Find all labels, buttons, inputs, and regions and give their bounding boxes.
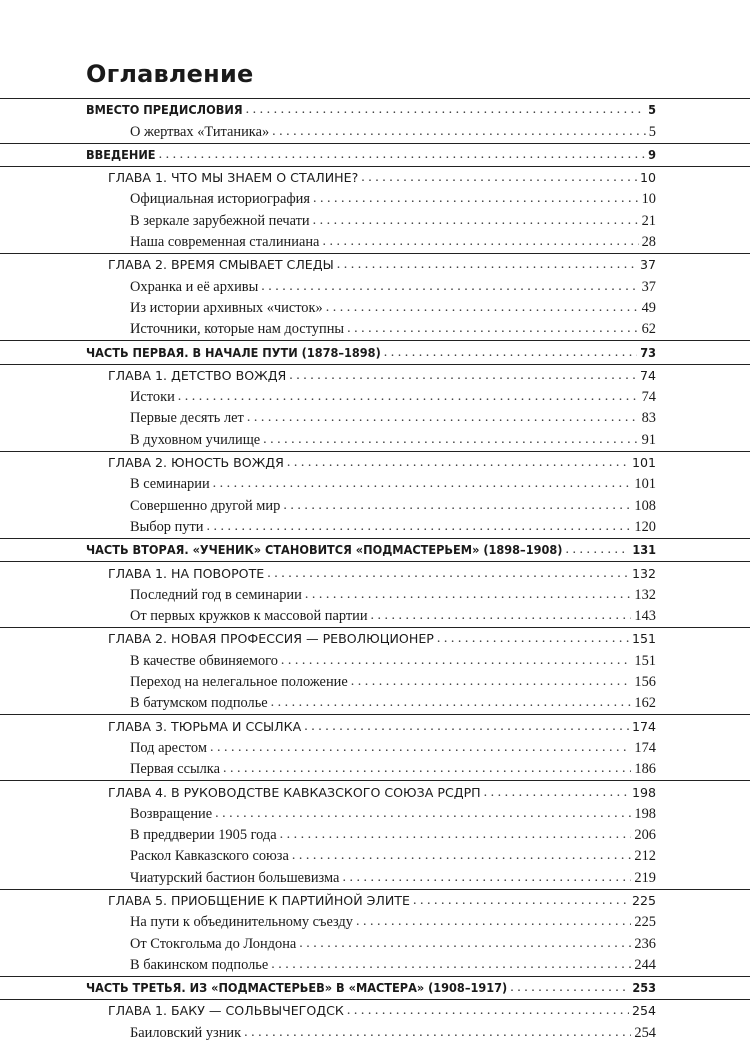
toc-entry-section: [0, 119, 750, 140]
leader-dots: [159, 146, 646, 164]
toc-entry-chapter: [0, 999, 750, 1020]
toc-entry-chapter: [0, 780, 750, 801]
leader-dots: [384, 344, 637, 362]
toc-entry-title: Наша современная сталиниана: [130, 234, 320, 251]
toc-entry-title: В качестве обвиняемого: [130, 652, 278, 669]
leader-dots: [210, 739, 631, 757]
toc-entry-chapter: [0, 166, 750, 187]
toc-entry-section: [0, 691, 750, 712]
toc-entry-page: 49: [641, 299, 656, 316]
toc-entry-page: 225: [631, 892, 656, 908]
leader-dots: [347, 1002, 629, 1020]
toc-entry-part: [0, 143, 750, 164]
leader-dots: [178, 388, 639, 406]
toc-entry-title: ВМЕСТО ПРЕДИСЛОВИЯ: [86, 102, 243, 118]
leader-dots: [342, 869, 631, 887]
leader-dots: [287, 454, 629, 472]
leader-dots: [371, 607, 632, 625]
toc-entry-chapter: [0, 714, 750, 735]
toc-entry-section: [0, 583, 750, 604]
toc-entry-chapter: [0, 253, 750, 274]
toc-entry-section: [0, 931, 750, 952]
toc-entry-page: 101: [634, 476, 656, 493]
toc-entry-title: От Стокгольма до Лондона: [130, 935, 297, 952]
toc-entry-page: 162: [634, 695, 656, 712]
leader-dots: [271, 956, 631, 974]
toc-entry-section: [0, 648, 750, 669]
toc-entry-section: [0, 515, 750, 536]
toc-entry-page: 198: [631, 784, 656, 800]
toc-entry-title: Из истории архивных «чисток»: [130, 299, 323, 316]
toc-entry-title: Первые десять лет: [130, 410, 244, 427]
toc-entry-title: ГЛАВА 5. ПРИОБЩЕНИЕ К ПАРТИЙНОЙ ЭЛИТЕ: [108, 892, 410, 908]
toc-entry-page: 5: [648, 102, 656, 118]
toc-entry-page: 101: [631, 455, 656, 471]
toc-entry-page: 174: [631, 718, 656, 734]
leader-dots: [322, 233, 638, 251]
toc-entry-page: 74: [641, 389, 656, 406]
toc-entry-page: 253: [632, 980, 656, 996]
toc-entry-title: От первых кружков к массовой партии: [130, 608, 368, 625]
toc-entry-title: О жертвах «Титаника»: [130, 123, 270, 140]
leader-dots: [206, 518, 631, 536]
toc-entry-title: ГЛАВА 2. ЮНОСТЬ ВОЖДЯ: [108, 455, 284, 471]
toc-entry-chapter: [0, 561, 750, 582]
toc-entry-page: 5: [648, 123, 656, 140]
toc-entry-page: 186: [634, 761, 656, 778]
toc-entry-section: [0, 670, 750, 691]
leader-dots: [299, 935, 631, 953]
toc-entry-title: ЧАСТЬ ТРЕТЬЯ. ИЗ «ПОДМАСТЕРЬЕВ» В «МАСТЕРА» (1908–1917): [86, 980, 508, 996]
toc-entry-title: Переход на нелегальное положение: [130, 674, 348, 691]
toc-entry-section: [0, 317, 750, 338]
toc-entry-title: ГЛАВА 1. БАКУ — СОЛЬВЫЧЕГОДСК: [108, 1003, 344, 1019]
toc-entry-section: [0, 187, 750, 208]
toc-entry-title: Истоки: [130, 389, 175, 406]
toc-entry-chapter: [0, 364, 750, 385]
toc-entry-title: Официальная историография: [130, 191, 310, 208]
toc-entry-title: В духовном училище: [130, 431, 261, 448]
toc-entry-page: 108: [634, 497, 656, 514]
toc-entry-section: [0, 493, 750, 514]
toc-entry-title: Выбор пути: [130, 518, 204, 535]
toc-entry-page: 91: [641, 431, 656, 448]
toc-entry-title: ГЛАВА 4. В РУКОВОДСТВЕ КАВКАЗСКОГО СОЮЗА РСДРП: [108, 784, 481, 800]
toc-entry-section: [0, 604, 750, 625]
toc-entry-title: ВВЕДЕНИЕ: [86, 146, 156, 162]
leader-dots: [292, 847, 632, 865]
toc-entry-chapter: [0, 451, 750, 472]
toc-entry-page: 143: [634, 608, 656, 625]
leader-dots: [263, 431, 638, 449]
toc-entry-section: [0, 844, 750, 865]
toc-entry-page: 132: [634, 586, 656, 603]
toc-entry-title: Последний год в семинарии: [130, 586, 302, 603]
leader-dots: [261, 278, 638, 296]
toc-entry-part: [0, 340, 750, 361]
leader-dots: [356, 913, 631, 931]
toc-entry-page: 74: [639, 367, 656, 383]
leader-dots: [565, 541, 629, 559]
toc-entry-section: [0, 736, 750, 757]
toc-entry-section: [0, 296, 750, 317]
toc-entry-title: Раскол Кавказского союза: [130, 848, 289, 865]
toc-entry-section: [0, 406, 750, 427]
toc-entry-title: ГЛАВА 1. ДЕТСТВО ВОЖДЯ: [108, 367, 287, 383]
toc-entry-title: ГЛАВА 3. ТЮРЬМА И ССЫЛКА: [108, 718, 302, 734]
leader-dots: [337, 256, 637, 274]
toc-entry-section: [0, 427, 750, 448]
toc-entry-page: 10: [641, 191, 656, 208]
toc-entry-page: 151: [634, 652, 656, 669]
toc-entry-section: [0, 274, 750, 295]
toc-entry-page: 131: [632, 542, 656, 558]
toc-entry-section: [0, 910, 750, 931]
leader-dots: [326, 299, 639, 317]
toc-entry-section: [0, 802, 750, 823]
toc-entry-title: Охранка и её архивы: [130, 278, 259, 295]
toc-entry-title: В бакинском подполье: [130, 956, 269, 973]
toc-entry-page: 37: [641, 278, 656, 295]
page-title: Оглавление: [86, 60, 254, 88]
toc-entry-page: 151: [631, 631, 656, 647]
toc-entry-title: Первая ссылка: [130, 761, 220, 778]
toc-entry-page: 254: [631, 1003, 656, 1019]
toc-entry-page: 254: [634, 1024, 656, 1041]
toc-entry-title: В зеркале зарубежной печати: [130, 212, 310, 229]
toc-entry-section: [0, 953, 750, 974]
toc-entry-page: 120: [634, 518, 656, 535]
toc-entry-section: [0, 823, 750, 844]
leader-dots: [213, 475, 632, 493]
leader-dots: [280, 826, 632, 844]
leader-dots: [246, 101, 646, 119]
leader-dots: [361, 169, 637, 187]
toc-entry-section: [0, 208, 750, 229]
leader-dots: [413, 892, 629, 910]
toc-entry-title: ГЛАВА 2. ВРЕМЯ СМЫВАЕТ СЛЕДЫ: [108, 257, 334, 273]
leader-dots: [305, 586, 632, 604]
toc-entry-page: 83: [641, 410, 656, 427]
toc-entry-title: Под арестом: [130, 739, 207, 756]
toc-entry-page: 73: [640, 344, 656, 360]
toc-entry-section: [0, 472, 750, 493]
toc-entry-page: 156: [634, 674, 656, 691]
toc-entry-page: 9: [648, 146, 656, 162]
leader-dots: [484, 784, 629, 802]
toc-entry-title: В батумском подполье: [130, 695, 268, 712]
toc-entry-page: 219: [634, 869, 656, 886]
toc-entry-section: [0, 230, 750, 251]
leader-dots: [289, 367, 637, 385]
toc-entry-title: В преддверии 1905 года: [130, 827, 277, 844]
toc-entry-page: 236: [634, 935, 656, 952]
toc-entry-section: [0, 757, 750, 778]
toc-entry-title: Чиатурский бастион большевизма: [130, 869, 340, 886]
table-of-contents: [0, 96, 750, 1042]
toc-entry-title: ЧАСТЬ ПЕРВАЯ. В НАЧАЛЕ ПУТИ (1878–1898): [86, 344, 381, 360]
toc-entry-section: [0, 1020, 750, 1041]
toc-entry-title: Совершенно другой мир: [130, 497, 281, 514]
toc-entry-page: 212: [634, 848, 656, 865]
leader-dots: [247, 409, 639, 427]
leader-dots: [313, 190, 639, 208]
leader-dots: [267, 565, 629, 583]
leader-dots: [347, 320, 639, 338]
toc-entry-page: 206: [634, 827, 656, 844]
toc-entry-page: 28: [641, 234, 656, 251]
toc-entry-title: Источники, которые нам доступны: [130, 321, 345, 338]
leader-dots: [271, 694, 632, 712]
toc-entry-title: В семинарии: [130, 476, 210, 493]
toc-entry-title: ГЛАВА 1. ЧТО МЫ ЗНАЕМ О СТАЛИНЕ?: [108, 170, 359, 186]
leader-dots: [244, 1024, 631, 1042]
leader-dots: [304, 718, 629, 736]
toc-entry-part: [0, 976, 750, 997]
leader-dots: [283, 497, 631, 515]
leader-dots: [351, 673, 632, 691]
toc-entry-page: 62: [641, 321, 656, 338]
leader-dots: [437, 630, 629, 648]
toc-entry-page: 198: [634, 805, 656, 822]
toc-entry-page: 21: [641, 212, 656, 229]
toc-entry-page: 174: [634, 739, 656, 756]
toc-entry-chapter: [0, 627, 750, 648]
leader-dots: [281, 652, 632, 670]
toc-entry-title: ГЛАВА 2. НОВАЯ ПРОФЕССИЯ — РЕВОЛЮЦИОНЕР: [108, 631, 434, 647]
toc-entry-chapter: [0, 889, 750, 910]
toc-entry-section: [0, 385, 750, 406]
leader-dots: [313, 212, 639, 230]
leader-dots: [215, 805, 631, 823]
toc-entry-title: Возвращение: [130, 805, 213, 822]
toc-entry-title: ЧАСТЬ ВТОРАЯ. «УЧЕНИК» СТАНОВИТСЯ «ПОДМАСТЕРЬЕМ» (1898–1908): [86, 542, 563, 558]
toc-entry-page: 37: [639, 257, 656, 273]
toc-entry-page: 225: [634, 914, 656, 931]
toc-entry-page: 132: [631, 565, 656, 581]
toc-entry-page: 244: [634, 956, 656, 973]
toc-entry-section: [0, 865, 750, 886]
toc-entry-title: Баиловский узник: [130, 1024, 242, 1041]
leader-dots: [223, 760, 631, 778]
leader-dots: [510, 979, 629, 997]
leader-dots: [272, 123, 646, 141]
toc-entry-title: ГЛАВА 1. НА ПОВОРОТЕ: [108, 565, 265, 581]
toc-entry-part: [0, 98, 750, 119]
toc-entry-part: [0, 538, 750, 559]
toc-entry-title: На пути к объединительному съезду: [130, 914, 353, 931]
toc-entry-page: 10: [639, 170, 656, 186]
